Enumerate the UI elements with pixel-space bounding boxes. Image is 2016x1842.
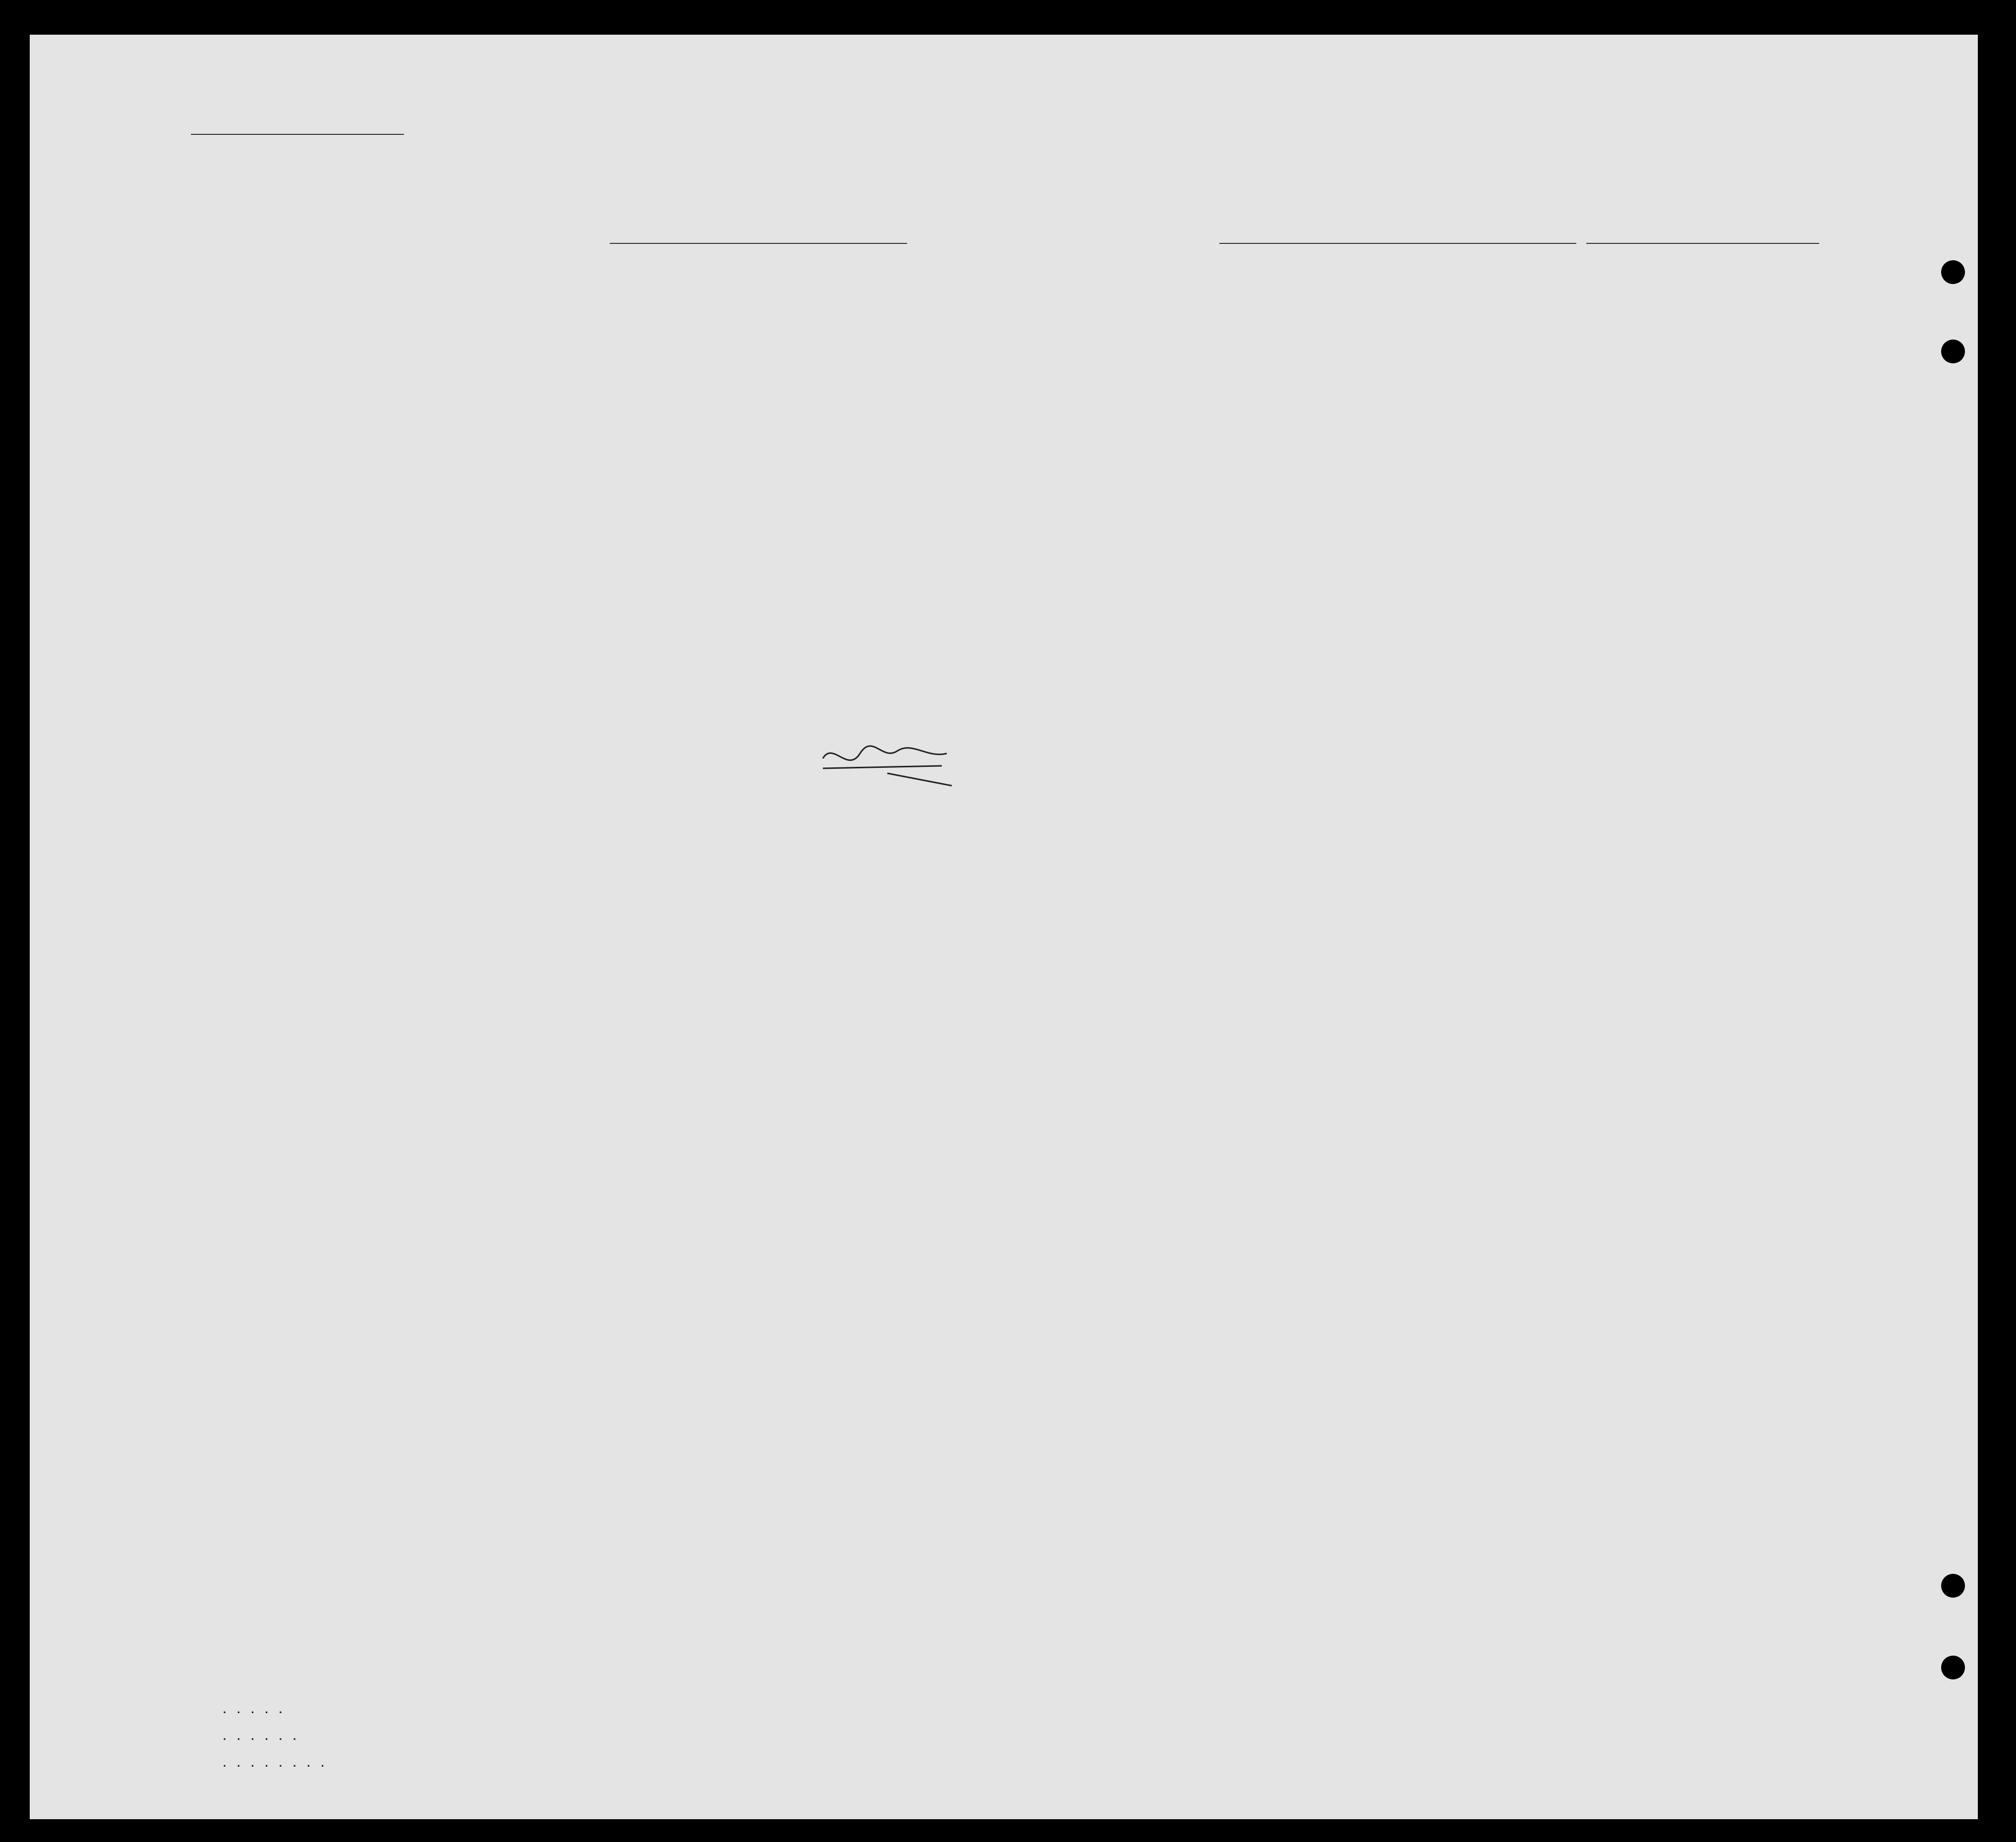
binder-hole [1941,260,1965,284]
ship-underline [610,243,907,244]
date-underline [1586,243,1819,244]
binder-hole [1941,340,1965,363]
aliens-line: . . . . . . . . [223,1757,328,1769]
citizens-line: . . . . . . [223,1730,300,1742]
totals-block [223,1696,328,1777]
total-passengers-line: . . . . . [223,1703,287,1716]
port-underline [1219,243,1576,244]
manifest-grid [30,249,1978,1716]
list-underline [191,134,404,135]
binder-hole [1941,1574,1965,1598]
binder-hole [1941,1656,1965,1679]
purser-signature [813,739,962,788]
manifest-sheet [30,35,1978,1819]
